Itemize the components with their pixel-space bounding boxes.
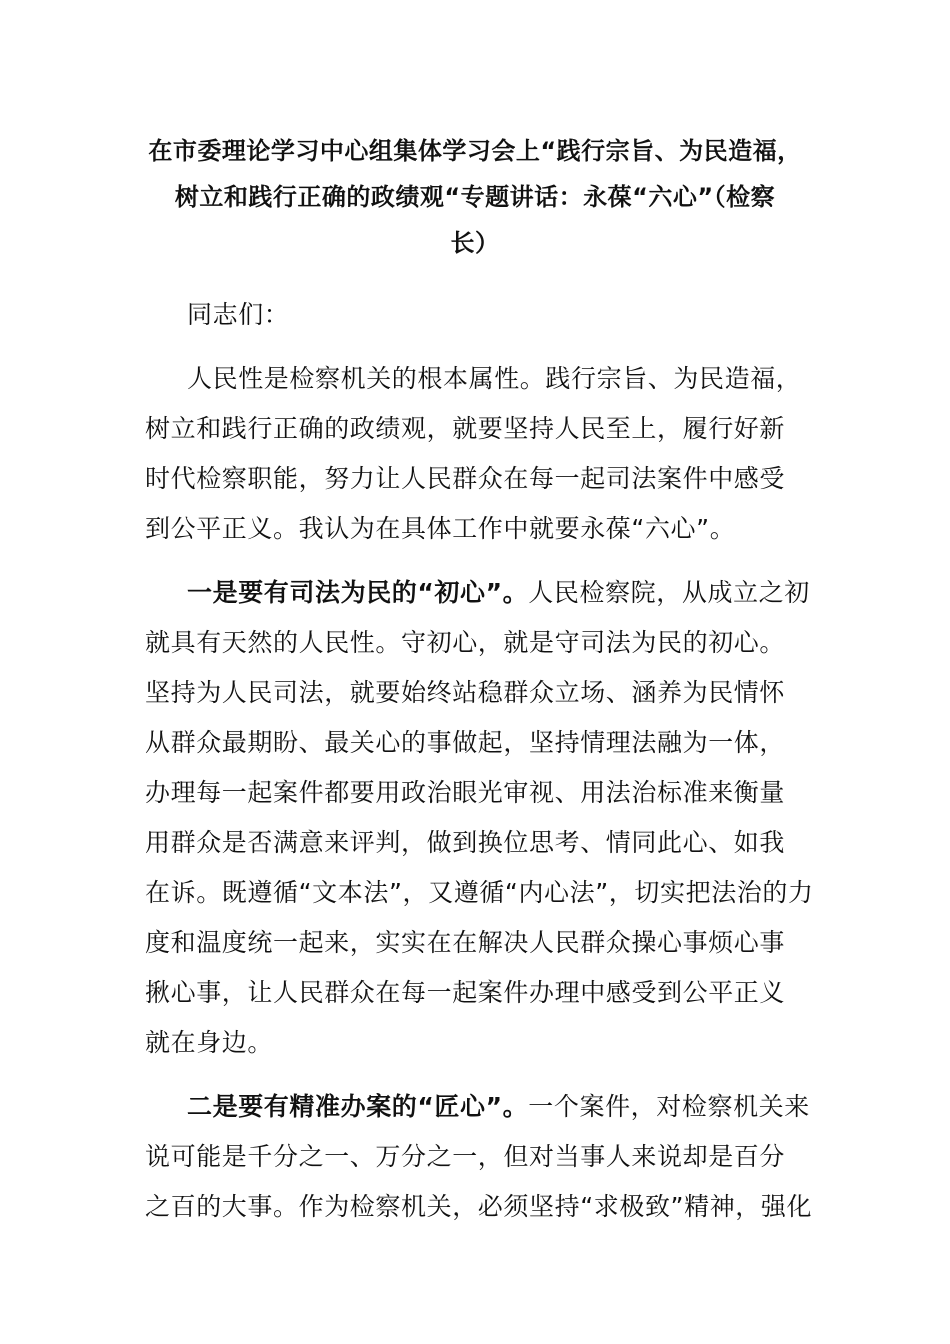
- paragraph-line: 到公平正义。我认为在具体工作中就要永葆“六心”。: [145, 514, 736, 543]
- paragraph-line: 用群众是否满意来评判，做到换位思考、情同此心、如我: [145, 828, 786, 857]
- paragraph-line: 就在身边。: [145, 1028, 274, 1057]
- paragraph-line: 时代检察职能，努力让人民群众在每一起司法案件中感受: [145, 464, 786, 493]
- title-line-3: 长）: [450, 229, 500, 257]
- document-title: [140, 128, 810, 266]
- paragraph-line: [145, 1082, 810, 1132]
- paragraph-text: 一个案件，对检察机关来: [528, 1092, 810, 1121]
- title-line-1: 在市委理论学习中心组集体学习会上“践行宗旨、为民造福，: [148, 137, 802, 165]
- paragraph-line: 从群众最期盼、最关心的事做起，坚持情理法融为一体，: [145, 728, 786, 757]
- paragraph-line: 办理每一起案件都要用政治眼光审视、用法治标准来衡量: [145, 778, 786, 807]
- paragraph-line: [145, 568, 810, 618]
- document-body: [145, 290, 814, 1232]
- title-line-2: 树立和践行正确的政绩观“专题讲话：永葆“六心”（检察: [174, 183, 776, 211]
- paragraph-line: 说可能是千分之一、万分之一，但对当事人来说却是百分: [145, 1142, 786, 1171]
- paragraph-text: 人民检察院，从成立之初: [528, 578, 810, 607]
- paragraph-line: 之百的大事。作为检察机关，必须坚持“求极致”精神，强化: [145, 1192, 813, 1221]
- salutation: 同志们：: [187, 300, 290, 329]
- paragraph-line: 在诉。既遵循“文本法”，又遵循“内心法”，切实把法治的力: [145, 878, 814, 907]
- paragraph-line: 树立和践行正确的政绩观，就要坚持人民至上，履行好新: [145, 414, 786, 443]
- section-heading: 一是要有司法为民的“初心”。: [187, 578, 529, 607]
- section-heading: 二是要有精准办案的“匠心”。: [187, 1092, 529, 1121]
- paragraph-line: 就具有天然的人民性。守初心，就是守司法为民的初心。: [145, 628, 786, 657]
- paragraph-line: 坚持为人民司法，就要始终站稳群众立场、涵养为民情怀: [145, 678, 786, 707]
- section-2-paragraph: [145, 1082, 813, 1232]
- paragraph-line: 人民性是检察机关的根本属性。践行宗旨、为民造福，: [187, 364, 802, 393]
- paragraph-line: 度和温度统一起来，实实在在解决人民群众操心事烦心事: [145, 928, 786, 957]
- paragraph-line: 揪心事，让人民群众在每一起案件办理中感受到公平正义: [145, 978, 786, 1007]
- intro-paragraph: [145, 354, 810, 554]
- section-1-paragraph: [145, 568, 814, 1068]
